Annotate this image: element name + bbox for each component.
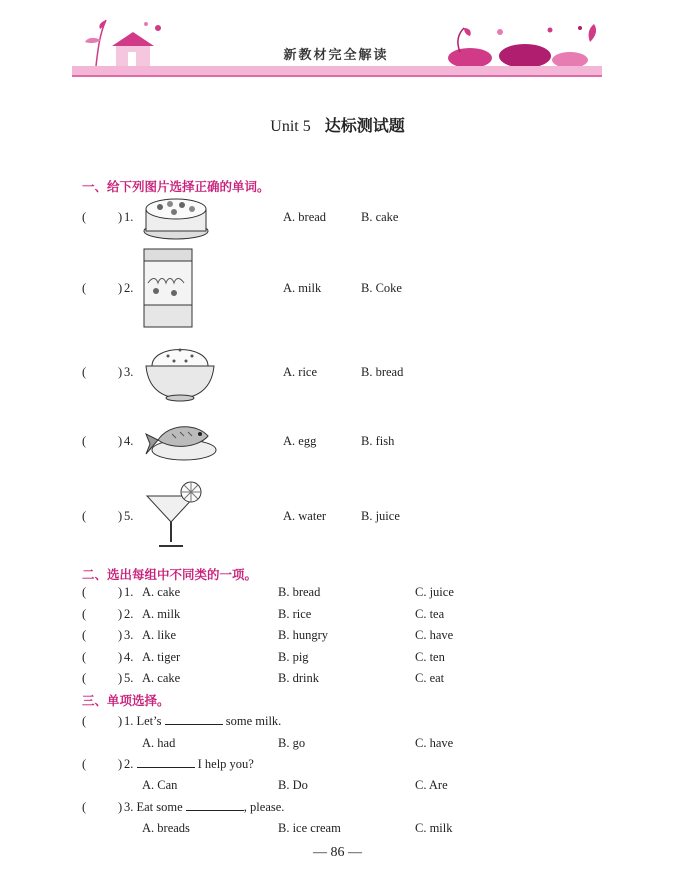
option-a: A. breads xyxy=(142,821,190,835)
option-b: B. go xyxy=(278,736,306,750)
question-number: 4. xyxy=(124,650,134,664)
answer-paren-close: ) xyxy=(118,365,123,379)
question-number: 3. xyxy=(124,365,134,379)
option-b: B. hungry xyxy=(278,628,328,642)
question-stem xyxy=(124,757,254,772)
s1-q4-option-b: B. fish xyxy=(361,434,395,448)
option-b: B. drink xyxy=(278,671,319,685)
option-c: C. tea xyxy=(415,607,445,621)
option-a: A. tiger xyxy=(142,650,181,664)
option-a: A. milk xyxy=(142,607,181,621)
answer-paren-open: ( xyxy=(82,650,87,664)
header-title: 新教材完全解读 xyxy=(283,48,389,63)
option-c: C. have xyxy=(415,736,454,750)
answer-paren-close: ) xyxy=(118,714,123,728)
answer-paren-open: ( xyxy=(82,628,87,642)
stem-start: Let’s xyxy=(136,714,162,728)
answer-paren-close: ) xyxy=(118,757,123,771)
answer-paren-open: ( xyxy=(82,434,87,448)
stem-end: I help you? xyxy=(197,757,254,771)
question-number: 3. xyxy=(124,628,134,642)
option-b: B. Do xyxy=(278,778,308,792)
answer-paren-close: ) xyxy=(118,650,123,664)
option-a: A. cake xyxy=(142,671,181,685)
option-a: A. cake xyxy=(142,585,181,599)
section3-heading: 三、单项选择。 xyxy=(82,693,170,708)
option-c: C. Are xyxy=(415,778,448,792)
option-a: A. like xyxy=(142,628,177,642)
answer-paren-open: ( xyxy=(82,800,87,814)
question-number: 5. xyxy=(124,671,134,685)
s1-q2-option-a: A. milk xyxy=(283,281,322,295)
juice-glass-picture xyxy=(143,480,207,550)
answer-paren-close: ) xyxy=(118,210,123,224)
section2-heading: 二、选出每组中不同类的一项。 xyxy=(82,567,258,582)
section1-heading: 一、给下列图片选择正确的单词。 xyxy=(82,179,270,194)
page-title-unit: Unit 5 xyxy=(270,118,311,135)
option-b: B. rice xyxy=(278,607,312,621)
milk-carton-picture xyxy=(140,247,196,329)
question-number: 1. xyxy=(124,714,134,728)
answer-paren-close: ) xyxy=(118,281,123,295)
option-b: B. ice cream xyxy=(278,821,341,835)
answer-paren-open: ( xyxy=(82,210,87,224)
s1-q5-option-a: A. water xyxy=(283,509,327,523)
s1-q1-option-a: A. bread xyxy=(283,210,327,224)
option-c: C. eat xyxy=(415,671,445,685)
answer-paren-close: ) xyxy=(118,434,123,448)
answer-paren-open: ( xyxy=(82,509,87,523)
option-b: B. pig xyxy=(278,650,309,664)
option-c: C. ten xyxy=(415,650,445,664)
option-a: A. Can xyxy=(142,778,178,792)
page-title-text: 达标测试题 xyxy=(324,118,405,135)
header-band xyxy=(72,66,602,75)
answer-paren-close: ) xyxy=(118,800,123,814)
answer-blank xyxy=(186,800,244,811)
question-number: 1. xyxy=(124,210,134,224)
stem-end: , please. xyxy=(243,800,285,814)
answer-paren-close: ) xyxy=(118,509,123,523)
answer-paren-close: ) xyxy=(118,585,123,599)
s1-q4-option-a: A. egg xyxy=(283,434,317,448)
answer-paren-close: ) xyxy=(118,607,123,621)
question-number: 2. xyxy=(124,607,134,621)
answer-blank xyxy=(165,714,223,725)
rice-bowl-picture xyxy=(142,336,218,402)
s1-q3-option-a: A. rice xyxy=(283,365,318,379)
answer-paren-open: ( xyxy=(82,671,87,685)
answer-paren-open: ( xyxy=(82,365,87,379)
answer-paren-open: ( xyxy=(82,714,87,728)
question-number: 5. xyxy=(124,509,134,523)
answer-paren-close: ) xyxy=(118,628,123,642)
question-number: 3. xyxy=(124,800,134,814)
question-stem xyxy=(124,714,281,729)
s1-q2-option-b: B. Coke xyxy=(361,281,402,295)
header-divider xyxy=(72,75,602,77)
option-c: C. juice xyxy=(415,585,454,599)
question-number: 2. xyxy=(124,757,134,771)
option-c: C. milk xyxy=(415,821,453,835)
answer-paren-open: ( xyxy=(82,607,87,621)
page-title xyxy=(0,113,675,136)
answer-paren-close: ) xyxy=(118,671,123,685)
option-c: C. have xyxy=(415,628,454,642)
answer-paren-open: ( xyxy=(82,585,87,599)
s1-q5-option-b: B. juice xyxy=(361,509,400,523)
header-decoration-left xyxy=(76,18,166,68)
answer-paren-open: ( xyxy=(82,281,87,295)
answer-paren-open: ( xyxy=(82,757,87,771)
question-stem xyxy=(124,800,284,815)
question-number: 4. xyxy=(124,434,134,448)
question-number: 1. xyxy=(124,585,134,599)
s1-q3-option-b: B. bread xyxy=(361,365,404,379)
answer-blank xyxy=(137,757,195,768)
question-number: 2. xyxy=(124,281,134,295)
stem-start: Eat some xyxy=(136,800,183,814)
stem-end: some milk. xyxy=(225,714,282,728)
header-decoration-right xyxy=(430,22,602,68)
option-a: A. had xyxy=(142,736,176,750)
cake-picture xyxy=(140,193,212,241)
s1-q1-option-b: B. cake xyxy=(361,210,399,224)
fish-plate-picture xyxy=(144,414,220,468)
option-b: B. bread xyxy=(278,585,321,599)
page-number: — 86 — xyxy=(313,845,362,860)
